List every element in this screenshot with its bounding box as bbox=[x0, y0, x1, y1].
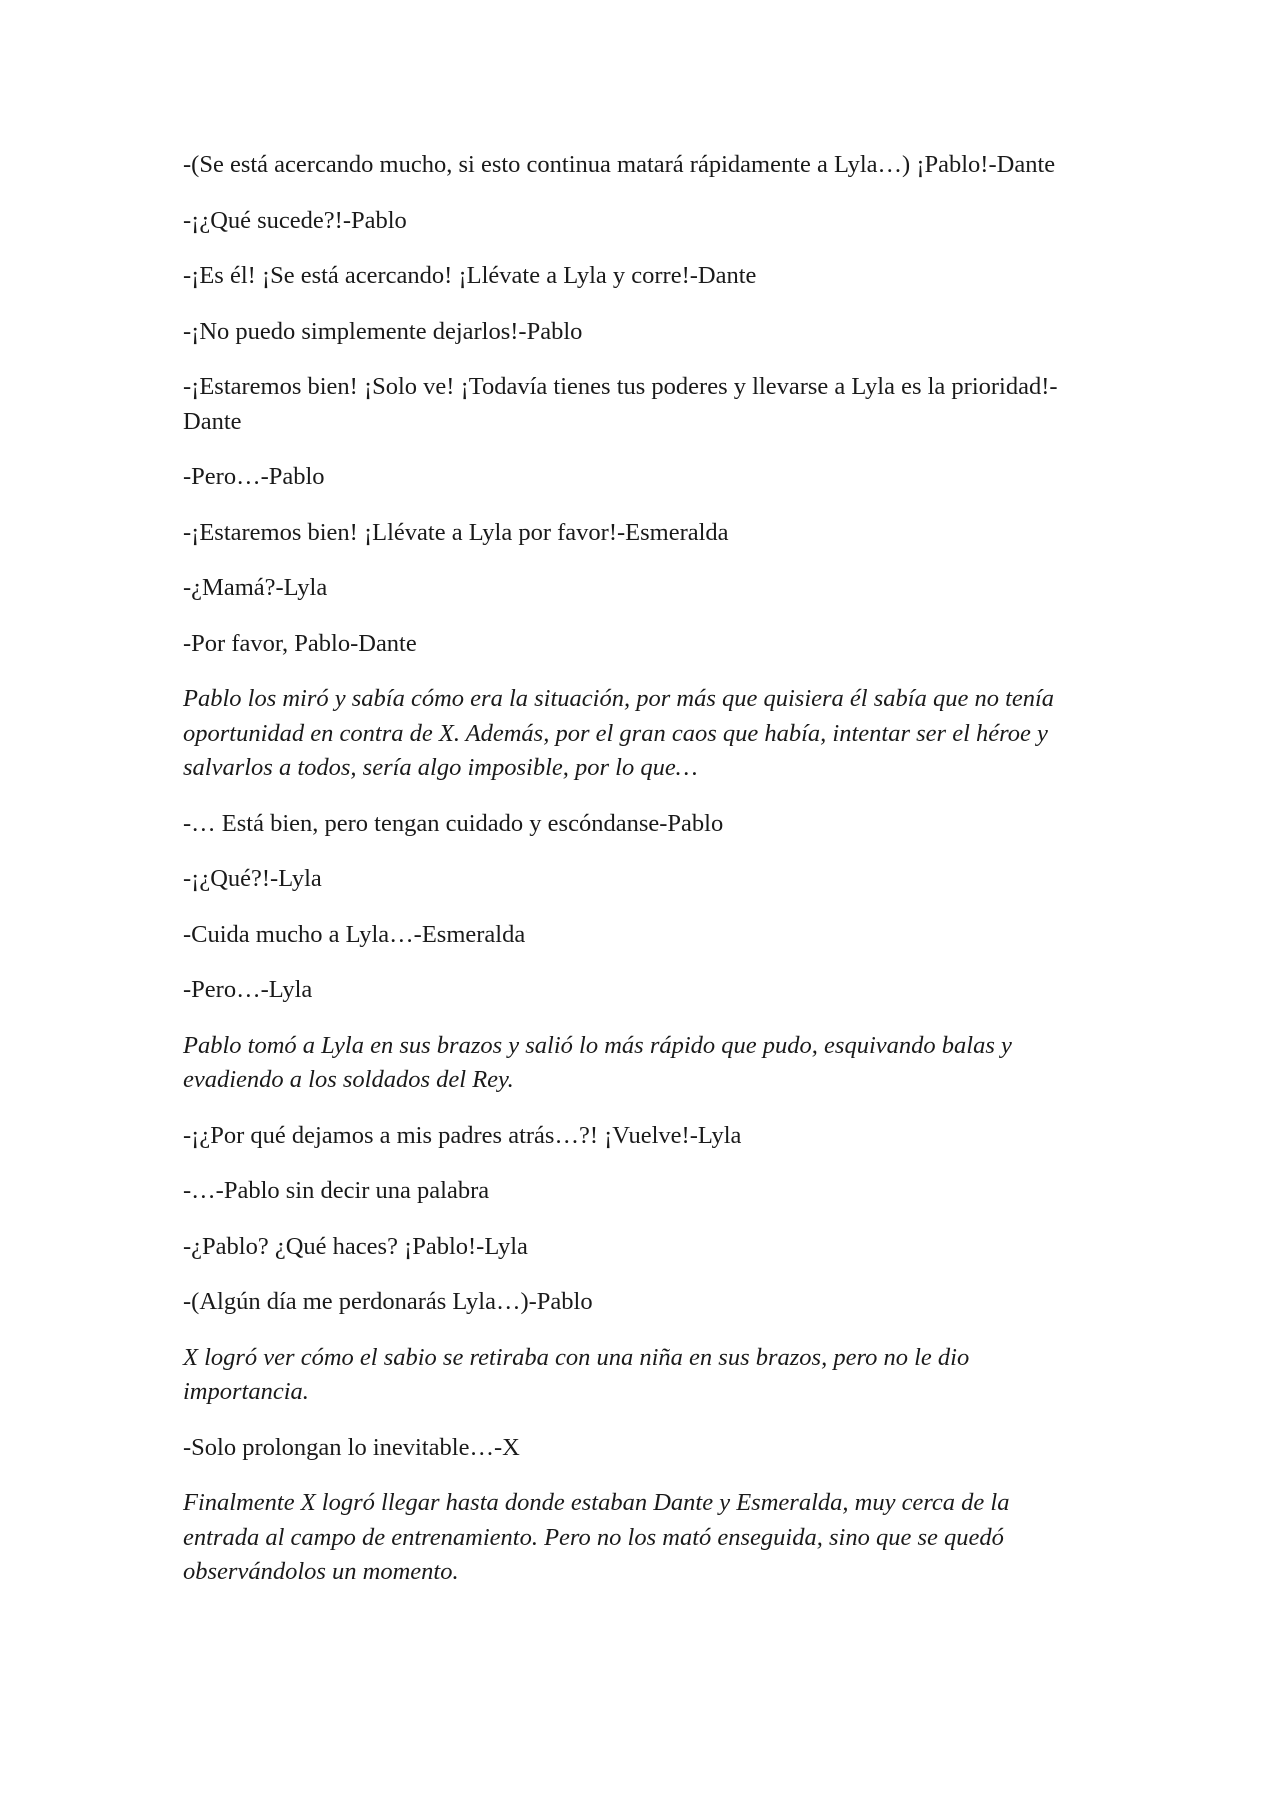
paragraph-5: -¡Estaremos bien! ¡Solo ve! ¡Todavía tienes tus poderes y llevarse a Lyla es la prioridad!-Dante bbox=[183, 373, 1058, 435]
paragraph-1: -(Se está acercando mucho, si esto continua matará rápidamente a Lyla…) ¡Pablo!-Dante bbox=[183, 151, 1056, 178]
narration-paragraph-20: X logró ver cómo el sabio se retiraba con una niña en sus brazos, pero no le dio importancia. bbox=[183, 1343, 970, 1405]
paragraph-12: -¡¿Qué?!-Lyla bbox=[183, 865, 322, 892]
paragraph-16: -¡¿Por qué dejamos a mis padres atrás…?! ¡Vuelve!-Lyla bbox=[183, 1121, 742, 1149]
paragraph-19: -(Algún día me perdonarás Lyla…)-Pablo bbox=[183, 1288, 593, 1315]
paragraph-21: -Solo prolongan lo inevitable…-X bbox=[183, 1433, 520, 1461]
narration-paragraph-10: Pablo los miró y sabía cómo era la situación, por más que quisiera él sabía que no tenía oportunidad en contra de X. Además, por el gran caos que había, intentar ser el héroe y salvarlos a todos, sería algo imposible, por lo que… bbox=[183, 685, 1055, 781]
paragraph-3: -¡Es él! ¡Se está acercando! ¡Llévate a Lyla y corre!-Dante bbox=[183, 262, 757, 289]
narration-paragraph-22: Finalmente X logró llegar hasta donde estaban Dante y Esmeralda, muy cerca de la entrada al campo de entrenamiento. Pero no los mató enseguida, sino que se quedó observándolos un momento. bbox=[183, 1489, 1010, 1585]
paragraph-17: -…-Pablo sin decir una palabra bbox=[183, 1177, 490, 1204]
paragraph-8: -¿Mamá?-Lyla bbox=[183, 574, 328, 601]
paragraph-2: -¡¿Qué sucede?!-Pablo bbox=[183, 206, 407, 234]
document-body bbox=[183, 148, 1088, 1611]
narration-paragraph-15: Pablo tomó a Lyla en sus brazos y salió lo más rápido que pudo, esquivando balas y evadiendo a los soldados del Rey. bbox=[183, 1031, 1012, 1093]
paragraph-4: -¡No puedo simplemente dejarlos!-Pablo bbox=[183, 317, 583, 345]
paragraph-7: -¡Estaremos bien! ¡Llévate a Lyla por favor!-Esmeralda bbox=[183, 518, 729, 546]
paragraph-13: -Cuida mucho a Lyla…-Esmeralda bbox=[183, 920, 526, 948]
paragraph-9: -Por favor, Pablo-Dante bbox=[183, 629, 417, 657]
paragraph-14: -Pero…-Lyla bbox=[183, 976, 313, 1003]
paragraph-18: -¿Pablo? ¿Qué haces? ¡Pablo!-Lyla bbox=[183, 1232, 528, 1260]
paragraph-11: -… Está bien, pero tengan cuidado y escóndanse-Pablo bbox=[183, 809, 724, 837]
paragraph-6: -Pero…-Pablo bbox=[183, 463, 325, 490]
